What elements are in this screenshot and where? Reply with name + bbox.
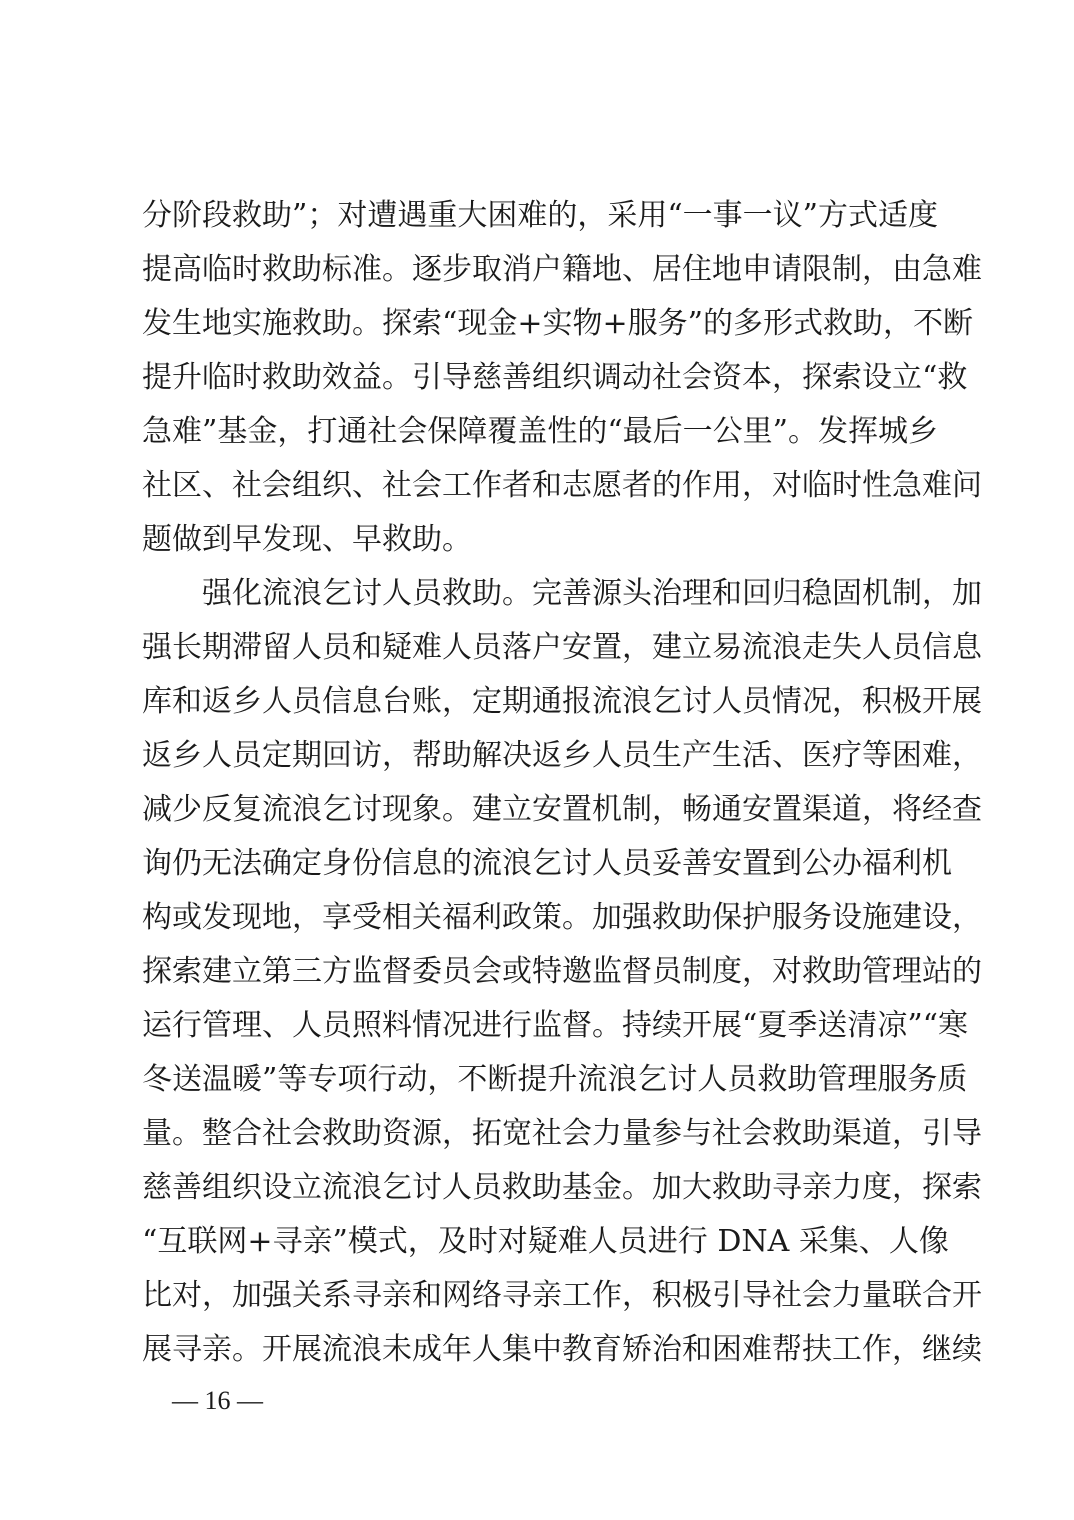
text-line: 慈善组织设立流浪乞讨人员救助基金。加大救助寻亲力度，探索 xyxy=(142,1170,982,1205)
text-line: 提高临时救助标准。逐步取消户籍地、居住地申请限制，由急难 xyxy=(142,252,982,287)
text-line: 展寻亲。开展流浪未成年人集中教育矫治和困难帮扶工作，继续 xyxy=(142,1332,982,1367)
text-line: 发生地实施救助。探索“现金+实物+服务”的多形式救助，不断 xyxy=(142,306,973,341)
text-line: “互联网+寻亲”模式，及时对疑难人员进行 DNA 采集、人像 xyxy=(142,1224,949,1259)
paragraph-heading-line: 强化流浪乞讨人员救助。完善源头治理和回归稳固机制，加 xyxy=(202,576,982,611)
text-line: 社区、社会组织、社会工作者和志愿者的作用，对临时性急难问 xyxy=(142,468,982,503)
text-line: 分阶段救助”；对遭遇重大困难的，采用“一事一议”方式适度 xyxy=(142,198,939,233)
text-line: 询仍无法确定身份信息的流浪乞讨人员妥善安置到公办福利机 xyxy=(142,846,952,881)
text-line: 量。整合社会救助资源，拓宽社会力量参与社会救助渠道，引导 xyxy=(142,1116,982,1151)
text-line: 构或发现地，享受相关福利政策。加强救助保护服务设施建设， xyxy=(142,900,982,935)
text-line: 库和返乡人员信息台账，定期通报流浪乞讨人员情况，积极开展 xyxy=(142,684,982,719)
text-line: 冬送温暖”等专项行动，不断提升流浪乞讨人员救助管理服务质 xyxy=(142,1062,968,1097)
text-line: 减少反复流浪乞讨现象。建立安置机制，畅通安置渠道，将经查 xyxy=(142,792,982,827)
text-line: 提升临时救助效益。引导慈善组织调动社会资本，探索设立“救 xyxy=(142,360,968,395)
text-line: 探索建立第三方监督委员会或特邀监督员制度，对救助管理站的 xyxy=(142,954,982,989)
text-line: 强长期滞留人员和疑难人员落户安置，建立易流浪走失人员信息 xyxy=(142,630,982,665)
text-line: 比对，加强关系寻亲和网络寻亲工作，积极引导社会力量联合开 xyxy=(142,1278,982,1313)
text-line: 运行管理、人员照料情况进行监督。持续开展“夏季送清凉”“寒 xyxy=(142,1008,969,1043)
text-line: 急难”基金，打通社会保障覆盖性的“最后一公里”。发挥城乡 xyxy=(142,414,939,449)
text-line: 返乡人员定期回访，帮助解决返乡人员生产生活、医疗等困难， xyxy=(142,738,982,773)
page-number: — 16 — xyxy=(172,1386,263,1415)
text-line: 题做到早发现、早救助。 xyxy=(142,522,472,557)
